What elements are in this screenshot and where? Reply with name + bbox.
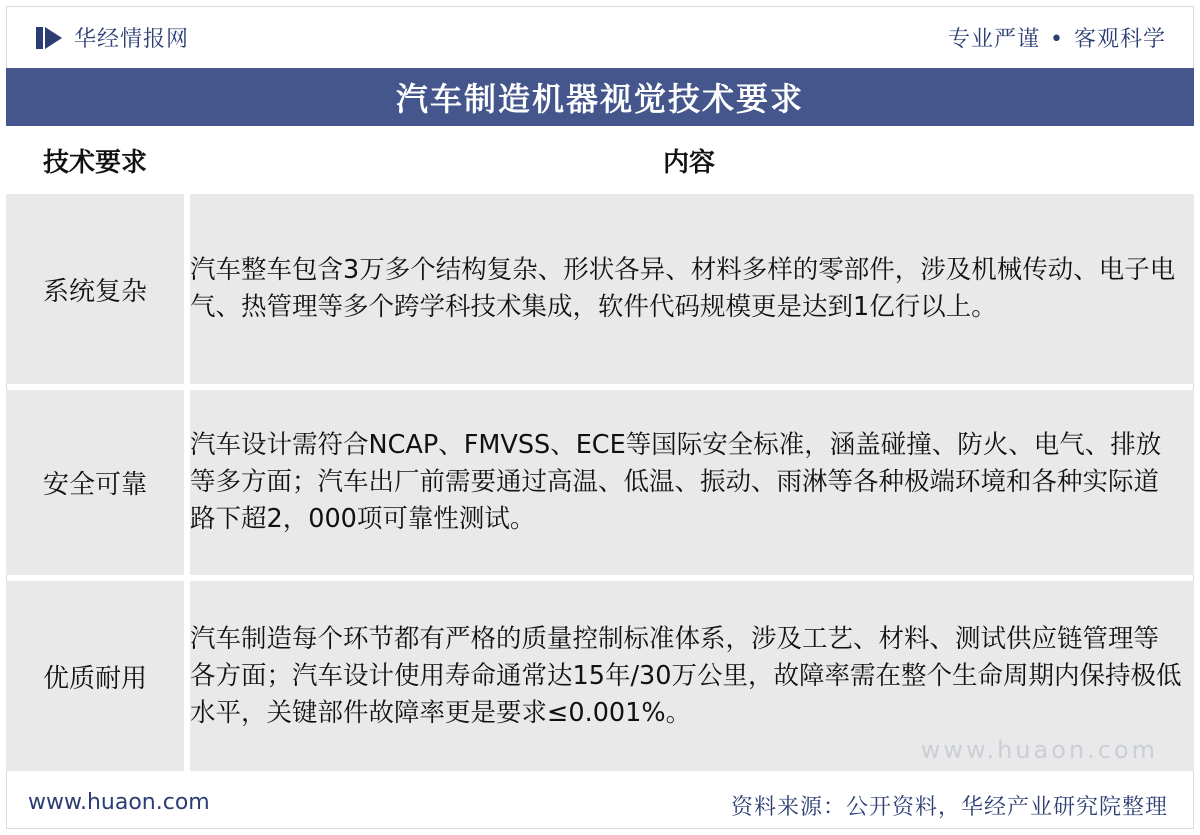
slogan-dot: •: [1050, 27, 1064, 52]
huajing-logo-icon: [34, 23, 64, 53]
table-row: [6, 390, 1194, 575]
slogan-left: 专业严谨: [947, 27, 1040, 52]
footer: [0, 776, 1200, 835]
row-content: 汽车制造每个环节都有严格的质量控制标准体系，涉及工艺、材料、测试供应链管理等各方面；汽车设计使用寿命通常达15年/30万公里，故障率需在整个生命周期内保持极低水平，关键部件故障率更是要求≤0.001%。: [190, 623, 1182, 728]
watermark: www.huaon.com: [920, 736, 1158, 764]
row-label: 系统复杂: [42, 276, 147, 307]
row-label: 优质耐用: [42, 663, 147, 694]
top-bar: [0, 0, 1200, 68]
column-header-requirement: 技术要求: [42, 147, 147, 178]
slogan: [948, 22, 1166, 53]
footer-source: 资料来源：公开资料，华经产业研究院整理: [730, 795, 1168, 820]
footer-site-link[interactable]: www.huaon.com: [28, 790, 210, 815]
table-header-row: [6, 126, 1194, 194]
row-label: 安全可靠: [42, 470, 147, 500]
column-header-content: 内容: [662, 147, 715, 178]
slogan-right: 客观科学: [1073, 27, 1166, 52]
row-content: 汽车整车包含3万多个结构复杂、形状各异、材料多样的零部件，涉及机械传动、电子电气、热管理等多个跨学科技术集成，软件代码规模更是达到1亿行以上。: [190, 255, 1176, 322]
brand-name: 华经情报网: [74, 27, 190, 52]
brand: [34, 22, 189, 53]
table-row: [6, 194, 1194, 384]
table-title: 汽车制造机器视觉技术要求: [6, 68, 1194, 126]
row-content: 汽车设计需符合NCAP、FMVSS、ECE等国际安全标准，涵盖碰撞、防火、电气、排放等多方面；汽车出厂前需要通过高温、低温、振动、雨淋等各种极端环境和各种实际道路下超2，000项可靠性测试。: [190, 430, 1162, 534]
